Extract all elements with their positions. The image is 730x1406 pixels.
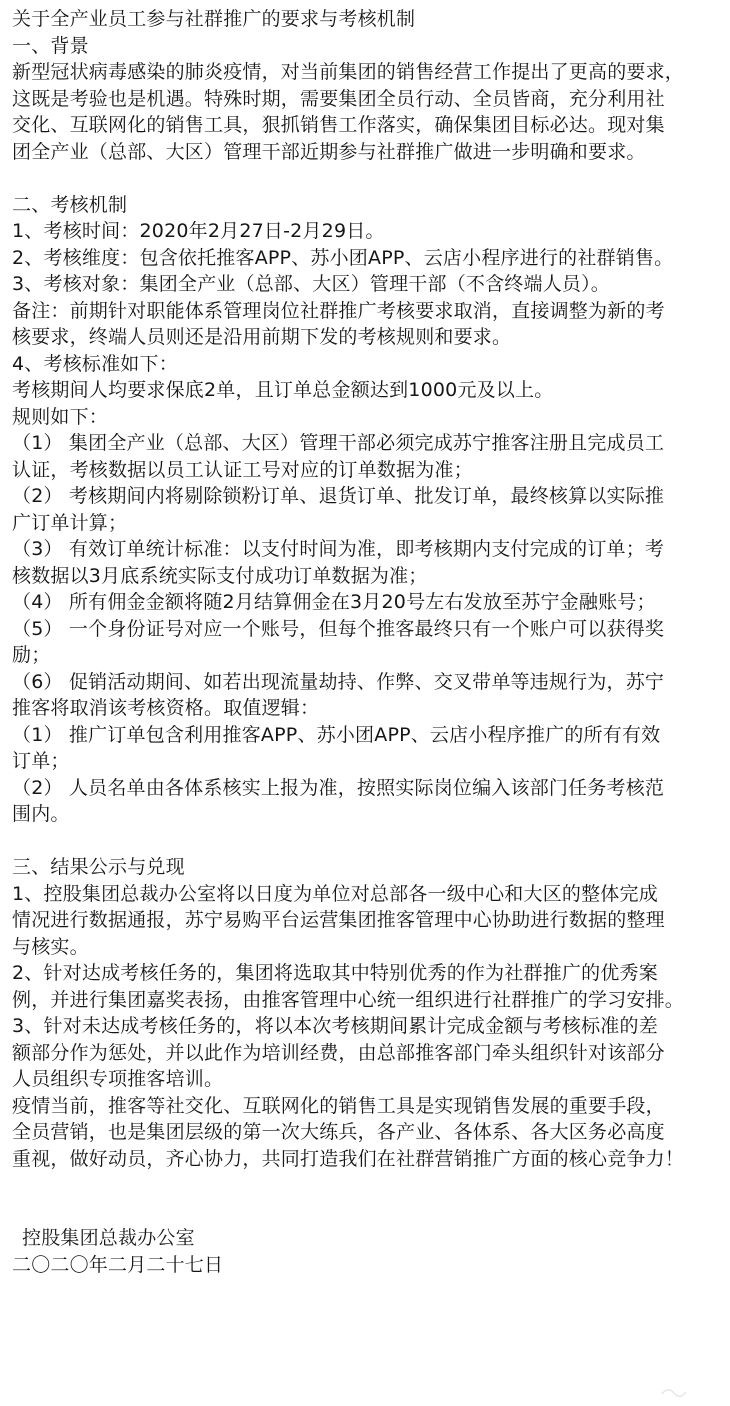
text-line: 重视，做好动员，齐心协力，共同打造我们在社群营销推广方面的核心竞争力！ — [12, 1147, 685, 1170]
text-line: 广订单计算； — [12, 511, 128, 534]
text-line: 1、考核时间：2020年2月27日-2月29日。 — [12, 220, 385, 242]
spacer — [12, 828, 718, 855]
text-line: 核要求，终端人员则还是沿用前期下发的考核规则和要求。 — [12, 326, 512, 348]
text-line: 2、针对达成考核任务的，集团将选取其中特别优秀的作为社群推广的优秀案 — [12, 962, 658, 984]
text-line: 这既是考验也是机遇。特殊时期，需要集团全员行动、全员皆商，充分利用社 — [12, 87, 665, 110]
text-line: 备注：前期针对职能体系管理岗位社群推广考核要求取消，直接调整为新的考 — [12, 299, 665, 322]
text-line: （4） 所有佣金金额将随2月结算佣金在3月20号左右发放至苏宁金融账号； — [12, 591, 656, 613]
text-line: （5） 一个身份证号对应一个账号，但每个推客最终只有一个账户可以获得奖 — [12, 617, 665, 640]
text-line: 新型冠状病毒感染的肺炎疫情，对当前集团的销售经营工作提出了更高的要求， — [12, 61, 685, 83]
watermark-mark — [660, 1384, 700, 1398]
text-line: 励； — [12, 644, 51, 666]
results-list — [12, 881, 718, 1173]
text-line: 围内。 — [12, 803, 70, 825]
spacer — [12, 165, 718, 192]
text-line: （1） 集团全产业（总部、大区）管理干部必须完成苏宁推客注册且完成员工 — [12, 432, 665, 454]
document-title: 关于全产业员工参与社群推广的要求与考核机制 — [12, 8, 416, 30]
signature-date: 二〇二〇年二月二十七日 — [12, 1253, 224, 1276]
section-heading-background: 一、背景 — [12, 34, 89, 57]
background-paragraph — [12, 59, 718, 165]
text-line: 核数据以3月底系统实际支付成功订单数据为准； — [12, 564, 428, 587]
text-line: 情况进行数据通报，苏宁易购平台运营集团推客管理中心协助进行数据的整理 — [12, 909, 665, 931]
text-line: 例，并进行集团嘉奖表扬，由推客管理中心统一组织进行社群推广的学习安排。 — [12, 988, 685, 1011]
text-line: （3） 有效订单统计标准：以支付时间为准，即考核期内支付完成的订单；考 — [12, 538, 665, 560]
text-line: 认证，考核数据以员工认证工号对应的订单数据为准； — [12, 458, 473, 481]
text-line: 考核期间人均要求保底2单，且订单总金额达到1000元及以上。 — [12, 379, 554, 401]
text-line: （2） 考核期间内将剔除锁粉订单、退货订单、批发订单，最终核算以实际推 — [12, 485, 665, 507]
signature-organization: 控股集团总裁办公室 — [22, 1227, 195, 1249]
text-line: 推客将取消该考核资格。取值逻辑： — [12, 697, 320, 719]
text-line: 团全产业（总部、大区）管理干部近期参与社群推广做进一步明确和要求。 — [12, 140, 646, 163]
text-line: （1） 推广订单包含利用推客APP、苏小团APP、云店小程序推广的所有有效 — [12, 723, 661, 746]
text-line: 3、针对未达成考核任务的，将以本次考核期间累计完成金额与考核标准的差 — [12, 1015, 658, 1037]
text-line: 2、考核维度：包含依托推客APP、苏小团APP、云店小程序进行的社群销售。 — [12, 246, 674, 269]
text-line: 额部分作为惩处，并以此作为培训经费，由总部推客部门牵头组织针对该部分 — [12, 1041, 665, 1064]
text-line: 3、考核对象：集团全产业（总部、大区）管理干部（不含终端人员）。 — [12, 273, 610, 295]
mechanism-list — [12, 218, 718, 828]
text-line: 与核实。 — [12, 935, 89, 958]
text-line: 人员组织专项推客培训。 — [12, 1068, 224, 1090]
section-heading-results: 三、结果公示与兑现 — [12, 856, 185, 878]
section-heading-mechanism: 二、考核机制 — [12, 193, 128, 216]
text-line: 1、控股集团总裁办公室将以日度为单位对总部各一级中心和大区的整体完成 — [12, 882, 658, 905]
text-line: （2） 人员名单由各体系核实上报为准，按照实际岗位编入该部门任务考核范 — [12, 776, 665, 799]
text-line: 交化、互联网化的销售工具，狠抓销售工作落实，确保集团目标必达。现对集 — [12, 114, 665, 136]
text-line: 全员营销，也是集团层级的第一次大练兵，各产业、各体系、各大区务必高度 — [12, 1121, 665, 1143]
text-line: 订单； — [12, 750, 70, 772]
text-line: （6） 促销活动期间、如若出现流量劫持、作弊、交叉带单等违规行为，苏宁 — [12, 670, 665, 693]
text-line: 规则如下： — [12, 405, 109, 428]
text-line: 疫情当前，推客等社交化、互联网化的销售工具是实现销售发展的重要手段， — [12, 1094, 665, 1117]
text-line: 4、考核标准如下： — [12, 352, 178, 375]
spacer — [12, 1172, 718, 1225]
